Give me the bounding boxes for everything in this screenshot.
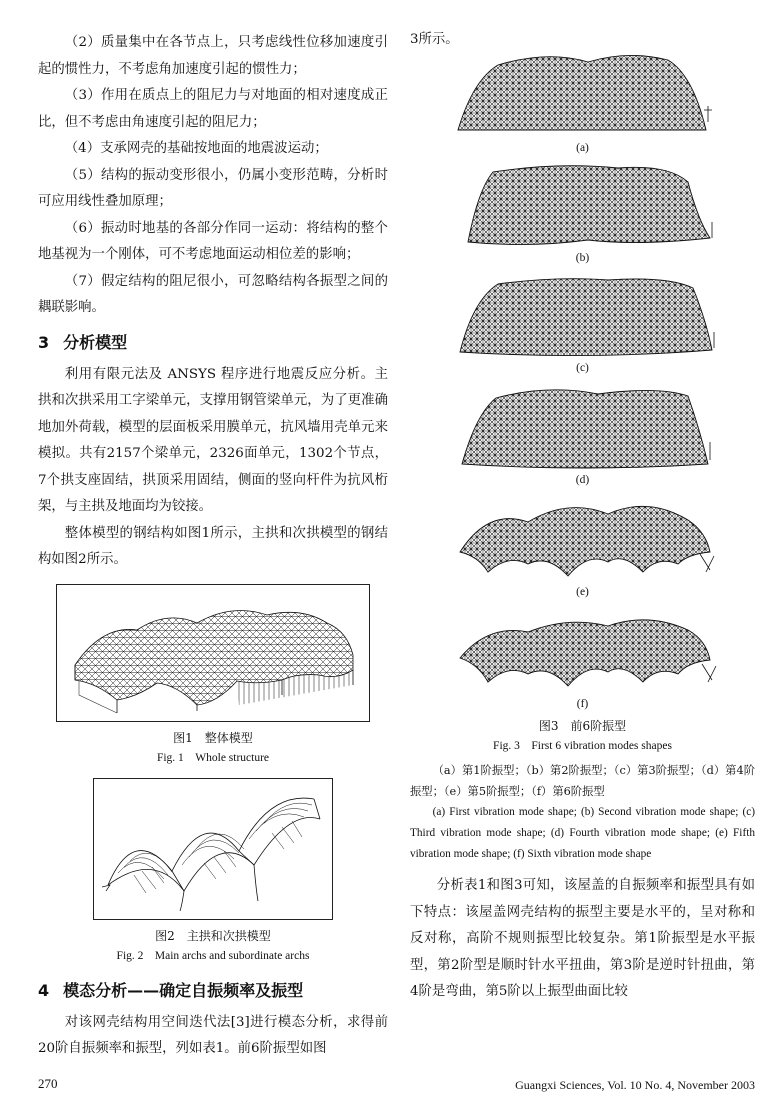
assumption-2: （2）质量集中在各节点上，只考虑线性位移加速度引起的惯性力，不考虑角加速度引起的惯性力； [38, 35, 388, 77]
mode-shape-a [438, 50, 728, 140]
section-4-paragraph-1: 对该网壳结构用空间迭代法[3]进行模态分析，求得前20阶自振频率和振型，列如表1。前6阶振型如图 [38, 1014, 388, 1056]
analysis-paragraph: 分析表1和图3可知，该屋盖的自振频率和振型具有如下特点：该屋盖网壳结构的振型主要是水平的，呈对称和反对称，高阶不规则振型比较复杂。第1阶振型是水平振型，第2阶型是顺时针水平扭曲，第3阶是逆时针扭曲，第4阶是弯曲，第5阶以上振型曲面比较 [410, 878, 755, 999]
figure-1-image [56, 584, 370, 722]
section-3-title: 分析模型 [63, 332, 128, 352]
figure-2-image [93, 778, 333, 920]
section-4-title: 模态分析——确定自振频率及振型 [63, 980, 304, 1000]
continuation-text: 3所示。 [410, 32, 459, 47]
whole-structure-drawing [57, 585, 369, 721]
journal-footer: Guangxi Sciences, Vol. 10 No. 4, November 2003 [515, 1078, 755, 1092]
assumption-4: （4）支承网壳的基础按地面的地震波运动； [64, 141, 328, 156]
section-4-heading [38, 978, 388, 1004]
figure-3-legend-en: (a) First vibration mode shape; (b) Second vibration mode shape; (c) Third vibration mode shape; (d) Fourth vibration mode shape; (e) Fifth vibration mode shape; (f) Sixth vibration mode shape [410, 806, 755, 860]
figure-2-caption-en: Fig. 2 Main archs and subordinate archs [116, 949, 310, 962]
assumption-7: （7）假定结构的阻尼很小，可忽略结构各振型之间的耦联影响。 [38, 273, 388, 315]
section-3-heading [38, 330, 388, 356]
mode-shape-d [438, 380, 728, 472]
section-4-number: 4 [38, 980, 50, 1000]
right-column [410, 30, 755, 1006]
figure-3-caption-cn: 图3 前6阶振型 [538, 719, 627, 733]
mode-shape-c [438, 270, 728, 360]
section-3-paragraph-1: 利用有限元法及 ANSYS 程序进行地震反应分析。主拱和次拱采用工字梁单元，支撑用钢管梁单元，为了更准确地加外荷载，模型的层面板采用膜单元，抗风墙用壳单元来模拟。共有2157个梁单元，2326面单元，1302个节点，7个拱支座固结，拱顶采用固结，侧面的竖向杆件为抗风桁架，与主拱及地面均为铰接。 [38, 366, 388, 514]
mode-label-f: (f) [576, 698, 589, 710]
arch-model-drawing [94, 779, 332, 919]
mode-label-d: (d) [575, 474, 590, 486]
mode-label-c: (c) [576, 362, 589, 374]
mode-label-e: (e) [576, 586, 589, 598]
assumption-3: （3）作用在质点上的阻尼力与对地面的相对速度成正比，但不考虑由角速度引起的阻尼力； [38, 88, 388, 130]
mode-label-a: (a) [576, 142, 589, 154]
figure-1-caption-cn: 图1 整体模型 [173, 730, 253, 745]
figure-3-caption-en: Fig. 3 First 6 vibration modes shapes [493, 740, 672, 752]
assumption-6: （6）振动时地基的各部分作同一运动：将结构的整个地基视为一个刚体，可不考虑地面运动相位差的影响； [38, 220, 388, 262]
page-number: 270 [38, 1076, 58, 1091]
figure-3-legend-cn: （a）第1阶振型；（b）第2阶振型；（c）第3阶振型；（d）第4阶振型；（e）第5阶振型；（f）第6阶振型 [410, 764, 755, 798]
mode-shape-b [438, 160, 728, 250]
section-3-number: 3 [38, 332, 50, 352]
assumption-5: （5）结构的振动变形很小，仍属小变形范畴，分析时可应用线性叠加原理； [38, 167, 388, 209]
mode-shape-f [438, 604, 728, 696]
section-3-paragraph-2: 整体模型的钢结构如图1所示，主拱和次拱模型的钢结构如图2所示。 [38, 525, 388, 567]
figure-1-caption-en: Fig. 1 Whole structure [156, 751, 270, 764]
mode-shape-e [438, 492, 728, 584]
left-column [38, 30, 388, 1063]
figure-2-caption-cn: 图2 主拱和次拱模型 [155, 928, 271, 943]
mode-label-b: (b) [575, 252, 590, 264]
